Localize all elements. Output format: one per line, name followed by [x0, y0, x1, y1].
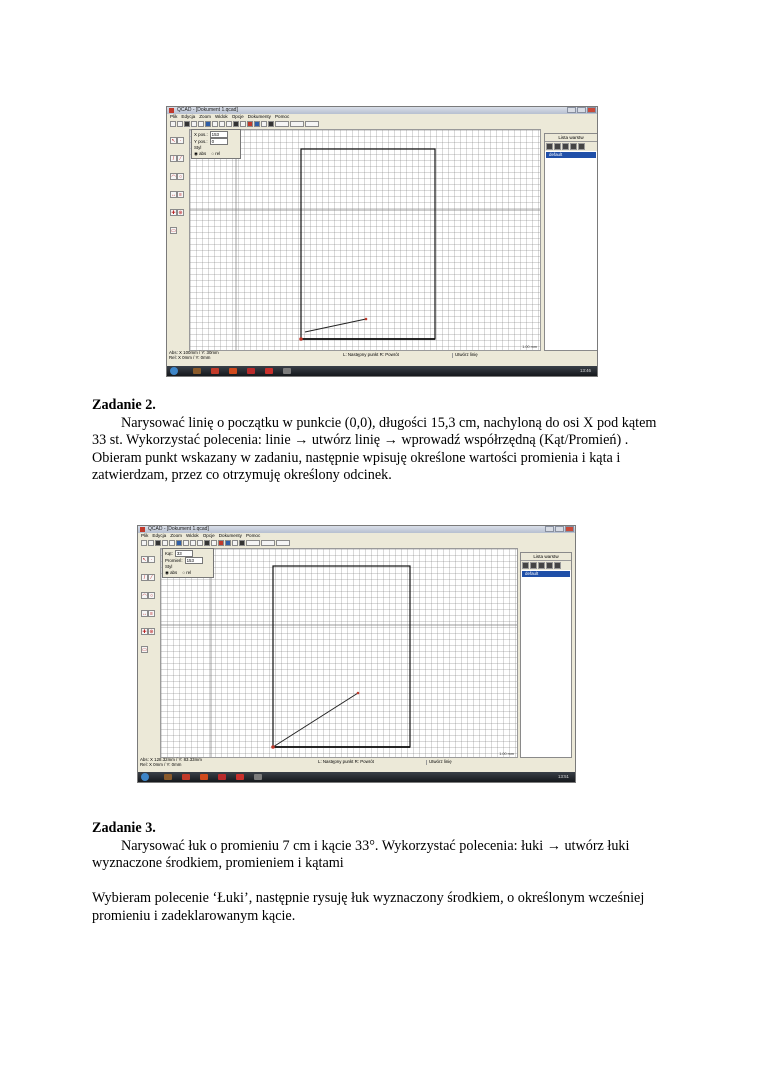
arc-tool-icon[interactable]: ◠ [171, 174, 176, 180]
zadanie2-task: Narysować linię o początku w punkcie (0,0), długości 15,3 cm, nachyloną do osi X pod kątem 33 st. Wykorzystać polecenia: linie → utwórz linię → wprowadź współrzędną (Kąt/Promień) . [92, 414, 657, 448]
taskbar-app-icon[interactable] [218, 774, 226, 780]
print-icon[interactable] [162, 540, 168, 546]
line-tool-icon[interactable]: / [141, 574, 148, 581]
status-hint: L: Następny punkt R: Powrót [318, 759, 374, 764]
radio-abs[interactable]: ◉ abs [194, 150, 207, 156]
drawn-line[interactable] [273, 693, 358, 747]
zadanie3-task: Narysować łuk o promieniu 7 cm i kącie 33°. Wykorzystać polecenia: łuki → utwórz łuki wyznaczone środkiem, promieniem i kątami [92, 837, 630, 871]
grid-icon[interactable] [198, 121, 204, 127]
snap-tool-icon[interactable]: ⊕ [149, 629, 154, 635]
coordinate-dialog: X pos.: 153 Y pos.: 0 Styl ◉ abs ○ rel [191, 129, 241, 159]
zoom-in-icon[interactable] [205, 121, 211, 127]
maximize-button[interactable] [577, 107, 586, 113]
taskbar-app-icon[interactable] [236, 774, 244, 780]
scale-label: 1.00 mm [499, 752, 514, 756]
color-select[interactable] [275, 121, 289, 127]
zadanie3-heading: Zadanie 3. [92, 820, 156, 836]
zadanie3-section [92, 820, 672, 925]
layer-panel [544, 133, 598, 351]
pen-color-icon[interactable] [239, 540, 245, 546]
linetype-select[interactable] [305, 121, 319, 127]
taskbar [167, 366, 597, 376]
taskbar-app-icon[interactable] [229, 368, 237, 374]
line-options-icon[interactable]: ⁄ [148, 574, 155, 581]
hide-layer-icon[interactable] [530, 562, 537, 569]
screenshot-2 [137, 525, 576, 783]
zoom-in-icon[interactable] [176, 540, 182, 546]
modify-tool-icon[interactable]: ✚ [142, 629, 147, 635]
taskbar-app-icon[interactable] [182, 774, 190, 780]
y-pos-field[interactable]: 0 [210, 138, 228, 145]
paper-border [301, 149, 435, 339]
taskbar-app-icon[interactable] [211, 368, 219, 374]
modify-tool-icon[interactable]: ✚ [171, 210, 176, 216]
taskbar-app-icon[interactable] [265, 368, 273, 374]
status-hint: L: Następny punkt R: Powrót [343, 352, 399, 357]
drawing-svg [190, 130, 540, 350]
cut-icon[interactable] [204, 540, 210, 546]
window-controls [545, 526, 574, 533]
width-select[interactable] [261, 540, 275, 546]
menu-file[interactable]: Plik [141, 533, 149, 538]
paragraph-spacer [92, 873, 672, 891]
paper-border [273, 566, 410, 747]
save-icon[interactable] [184, 121, 190, 127]
taskbar-app-icon[interactable] [254, 774, 262, 780]
arrow-tool-icon[interactable]: ↖ [171, 138, 176, 144]
end-point [357, 692, 360, 695]
menu-view[interactable]: Widok [185, 533, 199, 538]
layer-panel-title: Lista warstw [521, 553, 571, 561]
width-select[interactable] [290, 121, 304, 127]
menu-help[interactable]: Pomoc [245, 533, 261, 538]
layer-panel-title: Lista warstw [545, 134, 597, 142]
layer-tools [545, 142, 597, 151]
redo-icon[interactable] [225, 540, 231, 546]
menu-options[interactable]: Opcje [202, 533, 215, 538]
zoom-window-icon[interactable] [197, 540, 203, 546]
show-layer-icon[interactable] [522, 562, 529, 569]
open-file-icon[interactable] [177, 121, 183, 127]
point-tool-icon[interactable]: · [177, 137, 184, 144]
cad-toolbox [170, 129, 186, 237]
hide-layer-icon[interactable] [554, 143, 561, 150]
dimension-tool-icon[interactable]: ↔ [171, 192, 176, 198]
zadanie2-section [92, 397, 672, 485]
remove-layer-icon[interactable] [570, 143, 577, 150]
angle-radius-dialog: Kąt: 33 Promień: 153 Styl ◉ abs ○ rel [162, 548, 214, 578]
taskbar-clock: 13:46 [580, 368, 591, 373]
minimize-button[interactable] [545, 526, 554, 532]
radius-field[interactable]: 153 [185, 557, 203, 564]
hatch-tool-icon[interactable]: ≡ [177, 191, 184, 198]
grid-icon[interactable] [169, 540, 175, 546]
menu-options[interactable]: Opcje [231, 114, 244, 119]
zoom-out-icon[interactable] [183, 540, 189, 546]
menu-zoom[interactable]: Zoom [199, 114, 211, 119]
window-title: QCAD - [Dokument 1.qcad] [167, 107, 597, 114]
menu-documents[interactable]: Dokumenty [247, 114, 271, 119]
menu-edit[interactable]: Edycja [152, 533, 167, 538]
taskbar-clock: 13:51 [558, 774, 569, 779]
origin-point [299, 337, 303, 341]
layer-panel [520, 552, 572, 758]
taskbar-app-icon[interactable] [247, 368, 255, 374]
menu-help[interactable]: Pomoc [274, 114, 290, 119]
circle-tool-icon[interactable]: ○ [149, 593, 154, 599]
app-icon [140, 527, 145, 532]
taskbar [138, 772, 575, 782]
undo-icon[interactable] [247, 121, 253, 127]
taskbar-app-icon[interactable] [164, 774, 172, 780]
circle-tool-icon[interactable]: ○ [178, 174, 183, 180]
scale-label: 1.00 mm [522, 345, 537, 349]
status-coordinates: Abs: X 128.32mm / Y: 83.33mm Rel: X 0mm / Y: 0mm [140, 757, 202, 767]
zoom-auto-icon[interactable] [190, 540, 196, 546]
radio-abs[interactable]: ◉ abs [165, 569, 178, 575]
window-title: QCAD - [Dokument 1.qcad] [138, 526, 575, 533]
menu-edit[interactable]: Edycja [181, 114, 196, 119]
start-button[interactable] [141, 773, 149, 781]
cad-toolbox [141, 548, 157, 656]
angle-field[interactable]: 33 [175, 550, 193, 557]
select-tool-icon[interactable]: ▭ [171, 228, 176, 234]
redo-icon[interactable] [254, 121, 260, 127]
status-coordinates: Abs: X 100mm / Y: 30mm Rel: X 0mm / Y: 0mm [169, 350, 219, 360]
close-button[interactable] [587, 107, 596, 113]
line-tool-icon[interactable]: / [170, 155, 177, 162]
undo-icon[interactable] [218, 540, 224, 546]
dimension-tool-icon[interactable]: ↔ [142, 611, 147, 617]
zoom-out-icon[interactable] [212, 121, 218, 127]
save-icon[interactable] [155, 540, 161, 546]
menu-file[interactable]: Plik [170, 114, 178, 119]
zadanie2-heading: Zadanie 2. [92, 397, 156, 413]
snap-tool-icon[interactable]: ⊕ [178, 210, 183, 216]
drawn-line[interactable] [305, 319, 366, 332]
taskbar-app-icon[interactable] [283, 368, 291, 374]
drawing-canvas[interactable] [189, 129, 541, 351]
status-bar [138, 758, 575, 768]
screenshot-1 [166, 106, 598, 377]
minimize-button[interactable] [567, 107, 576, 113]
pen-color-icon[interactable] [268, 121, 274, 127]
status-bar [167, 351, 597, 361]
point-tool-icon[interactable]: · [148, 556, 155, 563]
copy-icon[interactable] [240, 121, 246, 127]
zadanie3-description: Wybieram polecenie ‘Łuki’, następnie rysuję łuk wyznaczony środkiem, o określonym wcześniej promieniu i zadeklarowanym kącie. [92, 890, 645, 924]
remove-layer-icon[interactable] [546, 562, 553, 569]
color-select[interactable] [246, 540, 260, 546]
open-file-icon[interactable] [148, 540, 154, 546]
arrow-tool-icon[interactable]: ↖ [142, 557, 147, 563]
layers-icon[interactable] [261, 121, 267, 127]
zoom-window-icon[interactable] [226, 121, 232, 127]
drawing-canvas[interactable] [160, 548, 518, 758]
status-command: Utwórz linię [452, 353, 478, 358]
new-file-icon[interactable] [141, 540, 147, 546]
menu-view[interactable]: Widok [214, 114, 228, 119]
drawing-svg [161, 549, 517, 757]
cut-icon[interactable] [233, 121, 239, 127]
end-point [365, 318, 368, 321]
toolbar [138, 539, 575, 547]
show-layer-icon[interactable] [546, 143, 553, 150]
menu-zoom[interactable]: Zoom [170, 533, 182, 538]
arc-tool-icon[interactable]: ◠ [142, 593, 147, 599]
edit-layer-icon[interactable] [578, 143, 585, 150]
menu-documents[interactable]: Dokumenty [218, 533, 242, 538]
zoom-auto-icon[interactable] [219, 121, 225, 127]
close-button[interactable] [565, 526, 574, 532]
print-icon[interactable] [191, 121, 197, 127]
select-tool-icon[interactable]: ▭ [142, 647, 147, 653]
edit-layer-icon[interactable] [554, 562, 561, 569]
add-layer-icon[interactable] [538, 562, 545, 569]
toolbar [167, 120, 597, 128]
linetype-select[interactable] [276, 540, 290, 546]
origin-point [271, 745, 275, 749]
maximize-button[interactable] [555, 526, 564, 532]
layer-item[interactable]: default [546, 152, 596, 158]
zadanie2-description: Obieram punkt wskazany w zadaniu, następnie wpisuję określone wartości promienia i kąta i zatwierdzam, przez co otrzymuję określony odcinek. [92, 449, 621, 483]
start-button[interactable] [170, 367, 178, 375]
window-controls [567, 107, 596, 114]
new-file-icon[interactable] [170, 121, 176, 127]
radio-rel[interactable]: ○ rel [211, 150, 221, 156]
taskbar-app-icon[interactable] [193, 368, 201, 374]
hatch-tool-icon[interactable]: ≡ [148, 610, 155, 617]
app-icon [169, 108, 174, 113]
taskbar-app-icon[interactable] [200, 774, 208, 780]
layer-tools [521, 561, 571, 570]
status-command: Utwórz linię [426, 760, 452, 765]
copy-icon[interactable] [211, 540, 217, 546]
add-layer-icon[interactable] [562, 143, 569, 150]
x-pos-field[interactable]: 153 [210, 131, 228, 138]
layers-icon[interactable] [232, 540, 238, 546]
layer-item[interactable]: default [522, 571, 570, 577]
line-options-icon[interactable]: ⁄ [177, 155, 184, 162]
radio-rel[interactable]: ○ rel [182, 569, 192, 575]
